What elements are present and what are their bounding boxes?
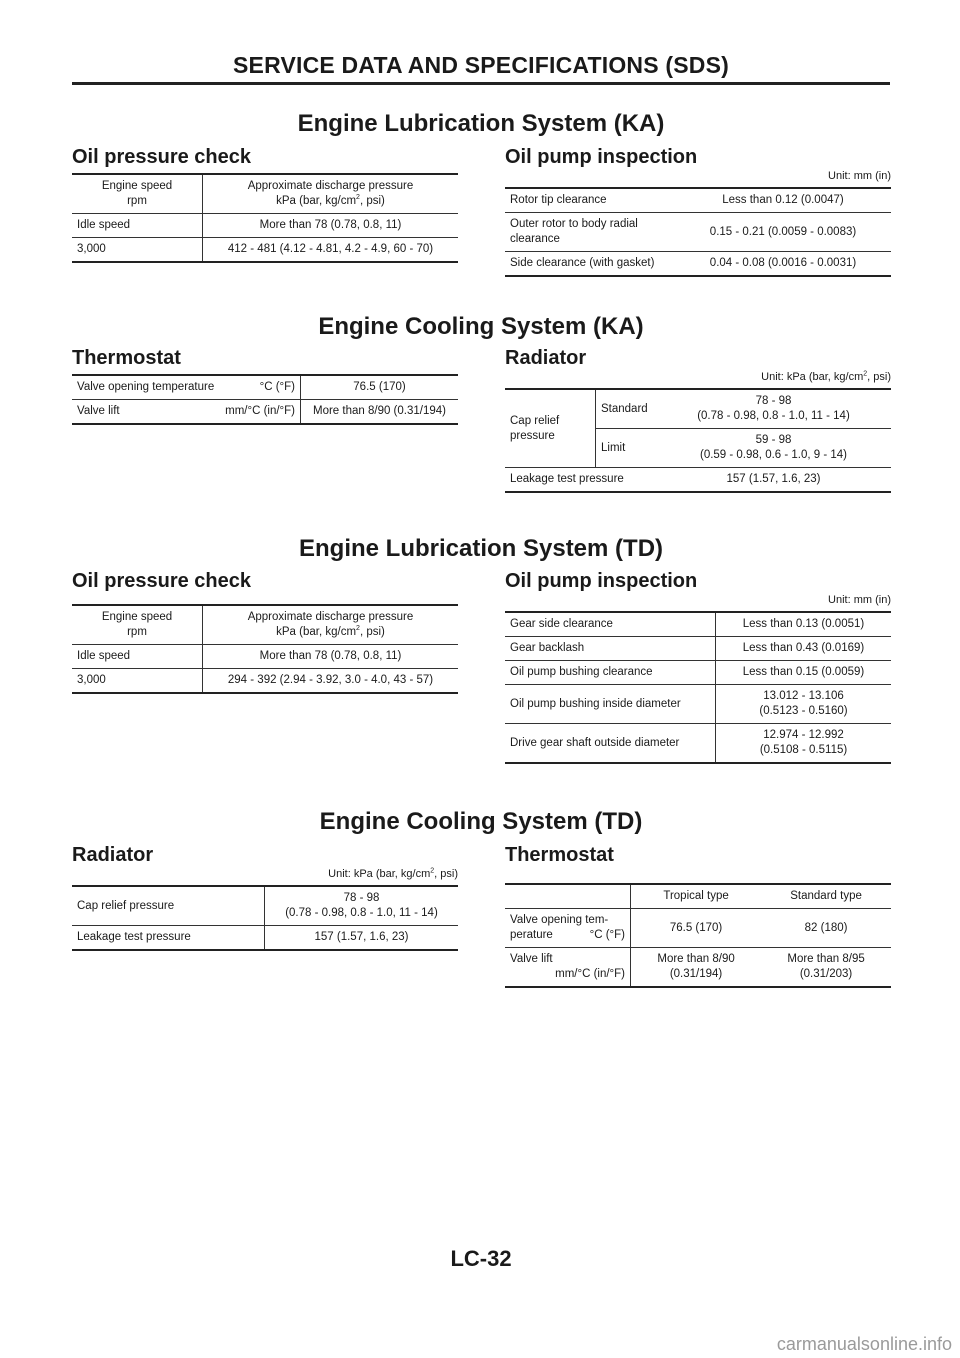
header-engine-speed: Engine speed rpm — [101, 611, 173, 638]
header-rule — [72, 82, 890, 85]
watermark: carmanualsonline.info — [776, 1334, 952, 1354]
oil-pump-inspection-td — [505, 569, 891, 764]
subtitle: Oil pressure check — [72, 146, 251, 168]
header-discharge-pressure: Approximate discharge pressure kPa (bar, $kg/cm^2$, psi) — [203, 605, 459, 645]
table-row: Idle speed More than 78 (0.78, 0.8, 11) — [72, 214, 458, 238]
section-title-cooling-td: Engine Cooling System (TD) — [319, 808, 643, 835]
section-title-lubrication-td: Engine Lubrication System (TD) — [298, 535, 664, 562]
oil-pump-table-td — [505, 611, 891, 764]
table-row: Valve opening temperature °C (°F) 76.5 (170) — [72, 375, 458, 400]
oil-pump-inspection-ka — [505, 145, 891, 277]
unit-label: Unit: mm (in) — [828, 594, 891, 606]
radiator-td — [72, 843, 458, 951]
table-row: Gear side clearance Less than 0.13 (0.0051) — [505, 612, 891, 637]
subtitle: Oil pump inspection — [505, 146, 698, 168]
unit-label: Unit: kPa (bar, $kg/cm^2$, psi) — [328, 867, 458, 880]
unit-label: Unit: kPa (bar, $kg/cm^2$, psi) — [761, 370, 891, 383]
subtitle: Radiator — [505, 347, 587, 369]
table-row: Limit 59 - 98 (0.59 - 0.98, 0.6 - 1.0, 9 - 14) — [505, 429, 891, 468]
oil-pump-table-ka — [505, 187, 891, 277]
table-header-row — [72, 605, 458, 645]
radiator-ka — [505, 346, 891, 493]
table-row: Leakage test pressure 157 (1.57, 1.6, 23) — [72, 926, 458, 951]
page-number: LC-32 — [450, 1246, 512, 1271]
section-title-cooling-ka: Engine Cooling System (KA) — [318, 313, 644, 340]
table-row: Idle speed More than 78 (0.78, 0.8, 11) — [72, 645, 458, 669]
table-row: Cap relief pressure 78 - 98 (0.78 - 0.98, 0.8 - 1.0, 11 - 14) — [72, 886, 458, 926]
subtitle: Thermostat — [72, 347, 181, 369]
unit-label: Unit: mm (in) — [828, 170, 891, 182]
thermostat-td — [505, 843, 891, 988]
table-row: Leakage test pressure 157 (1.57, 1.6, 23) — [505, 468, 891, 493]
table-row: Valve opening tem- perature °C (°F) 76.5 (170) 82 (180) — [505, 909, 891, 948]
header-engine-speed: Engine speed rpm — [101, 180, 173, 207]
table-row: Valve lift mm/°C (in/°F) More than 8/90 (0.31/194) — [72, 400, 458, 425]
table-row: Drive gear shaft outside diameter 12.974 - 12.992 (0.5108 - 0.5115) — [505, 724, 891, 764]
subtitle: Thermostat — [505, 844, 614, 866]
header-discharge-pressure: Approximate discharge pressure kPa (bar, $kg/cm^2$, psi) — [203, 174, 459, 214]
thermostat-ka — [72, 346, 458, 425]
table-header-row: Tropical type Standard type — [505, 884, 891, 909]
thermostat-table-td — [505, 883, 891, 988]
section-title-lubrication-ka: Engine Lubrication System (KA) — [297, 110, 665, 137]
table-row: Outer rotor to body radial clearance 0.15 - 0.21 (0.0059 - 0.0083) — [505, 213, 891, 252]
table-row: Gear backlash Less than 0.43 (0.0169) — [505, 637, 891, 661]
oil-pressure-check-ka — [72, 145, 458, 263]
radiator-table-td — [72, 885, 458, 951]
table-row: Side clearance (with gasket) 0.04 - 0.08 (0.0016 - 0.0031) — [505, 252, 891, 277]
subtitle: Radiator — [72, 844, 154, 866]
table-row: Rotor tip clearance Less than 0.12 (0.0047) — [510, 194, 844, 206]
subtitle: Oil pressure check — [72, 570, 251, 592]
table-row: Cap relief pressure Standard 78 - 98 (0.78 - 0.98, 0.8 - 1.0, 11 - 14) — [505, 389, 891, 429]
subtitle: Oil pump inspection — [505, 570, 698, 592]
oil-pressure-check-td — [72, 569, 458, 694]
table-row: 3,000 412 - 481 (4.12 - 4.81, 4.2 - 4.9, 60 - 70) — [72, 238, 458, 263]
oil-pressure-table-td — [72, 604, 458, 694]
radiator-table-ka — [505, 388, 891, 493]
page-header: SERVICE DATA AND SPECIFICATIONS (SDS) — [233, 52, 729, 78]
table-row: Oil pump bushing clearance Less than 0.15 (0.0059) — [505, 661, 891, 685]
table-row: Oil pump bushing inside diameter 13.012 - 13.106 (0.5123 - 0.5160) — [505, 685, 891, 724]
table-row: 3,000 294 - 392 (2.94 - 3.92, 3.0 - 4.0, 43 - 57) — [72, 669, 458, 694]
oil-pressure-table-ka — [72, 173, 458, 263]
table-row: Valve lift mm/°C (in/°F) More than 8/90 (0.31/194) More than 8/95 (0.31/203) — [505, 948, 891, 988]
table-header-row — [72, 174, 458, 214]
thermostat-table-ka — [72, 374, 458, 425]
